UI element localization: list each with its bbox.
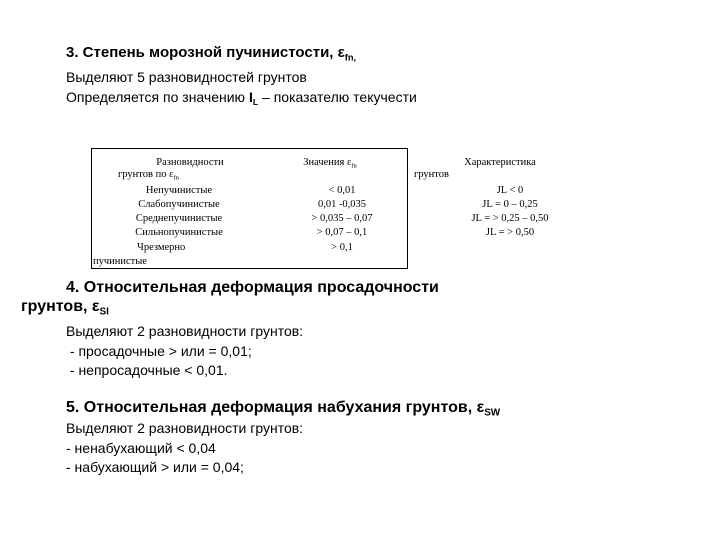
section4-line3: - непросадочные < 0,01. [66, 362, 228, 378]
table-row-3-value: > 0,035 – 0,07 [311, 213, 373, 224]
section3-line2-text: Определяется по значению [66, 89, 249, 105]
table-row-1-value: < 0,01 [328, 185, 356, 196]
section3-line2-symbol: I [248, 89, 253, 105]
section3-title [66, 44, 356, 61]
table-row-1-name: Непучинистые [145, 185, 213, 196]
table-row-3-name: Среднепучинистые [135, 213, 223, 224]
table-header-col2 [275, 157, 385, 169]
table-row-2-value: 0,01 -0,035 [317, 199, 367, 210]
table-row-4-char: JL = > 0,50 [485, 227, 535, 238]
table-header-col2-sub: fn [351, 162, 357, 170]
table-header-col3-line1: Характеристика [464, 157, 536, 168]
table-header-col1-line2 [118, 169, 179, 181]
section5-title-symbol: ε [476, 399, 485, 416]
section4-title-line2-symbol: ε [91, 298, 100, 315]
table-header-col1-line1: Разновидности [156, 157, 224, 168]
section3-title-sub: fn, [344, 52, 357, 63]
table-row-3-char: JL = > 0,25 – 0,50 [471, 213, 549, 224]
section4-line1: Выделяют 2 разновидности грунтов: [66, 323, 304, 339]
section4-title-line2-text: грунтов, [21, 298, 92, 315]
section4-title-line1: 4. Относительная деформация просадочности [66, 279, 439, 296]
section3-line1: Выделяют 5 разновидностей грунтов [66, 69, 307, 85]
section5-title [66, 399, 500, 417]
table-row-1-char: JL < 0 [496, 185, 524, 196]
section4-line2: - просадочные > или = 0,01; [66, 343, 252, 359]
section5-title-text: 5. Относительная деформация набухания грунтов, [66, 399, 477, 416]
section3-title-symbol: ε [337, 44, 345, 61]
table-header-col1-line2-text: грунтов по ε [118, 169, 174, 180]
section5-line3: - набухающий > или = 0,04; [66, 459, 244, 475]
table-row-4-value: > 0,07 – 0,1 [316, 227, 368, 238]
table-header-col1-line2-sub: fn [173, 174, 179, 182]
table-row-5-name-line1: Чрезмерно [137, 242, 186, 253]
section5-line2: - ненабухающий < 0,04 [66, 440, 216, 456]
section5-title-sub: SW [484, 407, 501, 419]
section4-title-line2 [21, 298, 109, 316]
table-header-col2-text: Значения ε [303, 157, 352, 168]
table-row-2-char: JL = 0 – 0,25 [482, 199, 538, 210]
section4-title-line2-sub: SI [99, 306, 109, 318]
table-header-col3-line2: грунтов [414, 169, 449, 180]
table-row-2-name: Слабопучинистые [138, 199, 220, 210]
section3-line2-sub: L [252, 97, 259, 108]
section5-line1: Выделяют 2 разновидности грунтов: [66, 420, 304, 436]
table-row-4-name: Сильнопучинистые [135, 227, 223, 238]
table-row-5-name-line2: пучинистые [93, 256, 147, 267]
table-row-5-value: > 0,1 [331, 242, 353, 253]
section3-line2 [66, 89, 417, 108]
section3-line2-tail: – показателю текучести [258, 89, 417, 105]
section3-title-text: 3. Степень морозной пучинистости, [66, 44, 338, 61]
